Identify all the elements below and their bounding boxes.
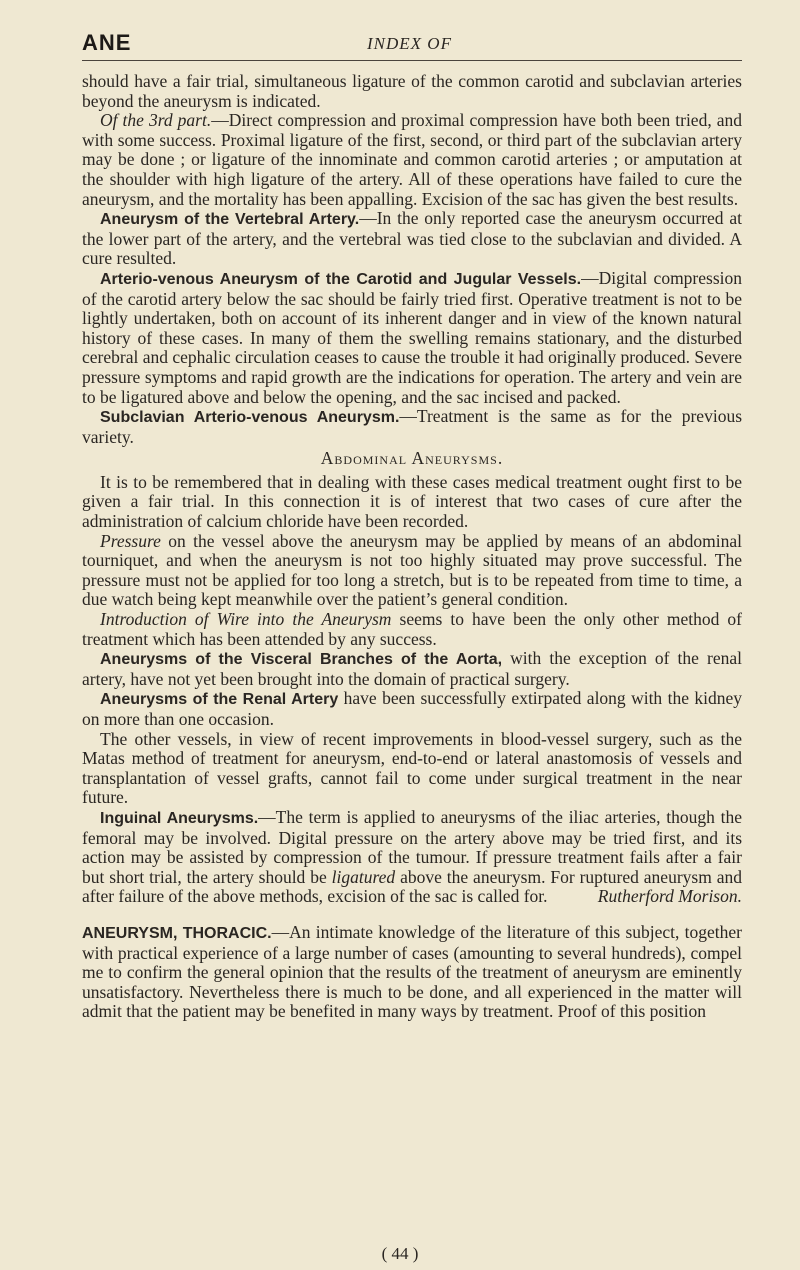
paragraph-carotid-jugular (82, 269, 742, 407)
subclavian-text: —Treatment is the same as for the previous variety. (82, 406, 742, 447)
inguinal-text-b: above the aneurysm. For ruptured aneurysm and after failure of the above methods, excision of the sac is called for. (82, 866, 742, 907)
pressure-text: on the vessel above the aneurysm may be applied by means of an abdominal tourniquet, and when the aneurysm is not too highly situated may prove successful. The pressure must not be applied for too long a stretch, but is to be repeated from time to time, a due watch being kept meanwhile over the patient’s general condition. (82, 530, 742, 610)
visceral-text: with the exception of the renal artery, have not yet been brought into the domain of practical surgery. (82, 648, 742, 689)
paragraph-vertebral (82, 209, 742, 269)
subclavian-heading: Subclavian Arterio-venous Aneurysm. (100, 409, 400, 427)
paragraph-pressure (82, 532, 742, 610)
paragraph-thoracic (82, 923, 742, 1022)
author-signature: Rutherford Morison. (597, 886, 742, 907)
paragraph-wire (82, 610, 742, 649)
thoracic-heading: ANEURYSM, THORACIC. (82, 924, 272, 942)
paragraph-other-vessels (82, 730, 742, 808)
visceral-heading: Aneurysms of the Visceral Branches of the Aorta, (100, 651, 503, 669)
thoracic-text: —An intimate knowledge of the literature of this subject, together with practical experience of a large number of cases (amounting to several hundreds), compel me to confirm the general opinion that the results of the treatment of aneurysm are eminently unsatisfactory. Nevertheless there is much to be done, and all experienced in the matter will admit that the patient may be benefited in many ways by treatment. Proof of this position (82, 921, 742, 1022)
running-head (82, 30, 742, 66)
paragraph-medical-treatment (82, 473, 742, 532)
header-rule (82, 60, 742, 61)
other-vessels-text: The other vessels, in view of recent improvements in blood-vessel surgery, such as the Matas method of treatment for aneurysm, end-to-end or lateral anastomosis of vessels and transplantation of vessel grafts, cannot fail to come under surgical treatment in the near future. (82, 728, 742, 808)
wire-text: seems to have been the only other method of treatment which has been attended by any success. (82, 609, 742, 649)
paragraph-third-part (82, 111, 742, 209)
inguinal-heading: Inguinal Aneurysms. (100, 809, 259, 827)
page-number: ( 44 ) (381, 1244, 419, 1263)
header-title: INDEX OF (367, 34, 452, 53)
carotid-jugular-text: —Digital compression of the carotid artery below the sac should be fairly tried first. Operative treatment is not to be lightly undertaken, both on account of its inherent danger and in view of the known natural history of these cases. In many of them the swelling remains stationary, and the disturbed cerebral and cephalic circulation ceases to cause the trouble it had originally produced. Severe pressure symptoms and rapid growth are the indications for operation. The artery and vein are to be ligatured above and below the opening, and the sac incised and packed. (82, 267, 743, 407)
pressure-heading: Pressure (100, 530, 161, 551)
paragraph-visceral (82, 649, 742, 689)
third-part-heading: Of the 3rd part. (100, 110, 212, 131)
renal-text: have been successfully extirpated along with the kidney on more than one occasion. (82, 688, 742, 729)
paragraph-1-text: should have a fair trial, simultaneous ligature of the common carotid and subclavian arteries beyond the aneurysm is indicated. (82, 71, 742, 111)
header-left: ANE (82, 30, 132, 55)
paragraph-1 (82, 72, 742, 111)
inguinal-italic: ligatured (331, 866, 396, 887)
inguinal-text-a: —The term is applied to aneurysms of the iliac arteries, though the femoral may be involved. Digital pressure on the artery above may be tried first, and its action may be assisted by compression of the tumour. If pressure treatment fails after a fair but short trial, the artery should be (82, 806, 742, 887)
paragraph-subclavian (82, 407, 742, 447)
paragraph-renal (82, 689, 742, 729)
renal-heading: Aneurysms of the Renal Artery (100, 691, 339, 709)
wire-heading: Introduction of Wire into the Aneurysm (100, 609, 392, 630)
section-title: Abdominal Aneurysms. (320, 448, 504, 469)
body-text (82, 72, 742, 1022)
third-part-text: —Direct compression and proximal compression have both been tried, and with some success. Proximal ligature of the first, second, or third part of the subclavian artery may be done ; or ligature of the innominate and common carotid arteries ; or amputation at the shoulder with high ligature of the artery. All of these operations have failed to cure the aneurysm, and the mortality has been appalling. Excision of the sac has given the best results. (82, 110, 742, 209)
medical-treatment-text: It is to be remembered that in dealing with these cases medical treatment ought first to be given a fair trial. In this connection it is of interest that two cases of cure after the administration of calcium chloride have been recorded. (82, 471, 742, 532)
section-gap (82, 907, 742, 923)
vertebral-heading: Aneurysm of the Vertebral Artery. (100, 211, 360, 229)
paragraph-inguinal (82, 808, 742, 907)
carotid-jugular-heading: Arterio-venous Aneurysm of the Carotid and Jugular Vessels. (100, 270, 582, 288)
vertebral-text: —In the only reported case the aneurysm occurred at the lower part of the artery, and the vertebral was tied close to the subclavian and divided. A cure resulted. (82, 208, 742, 269)
